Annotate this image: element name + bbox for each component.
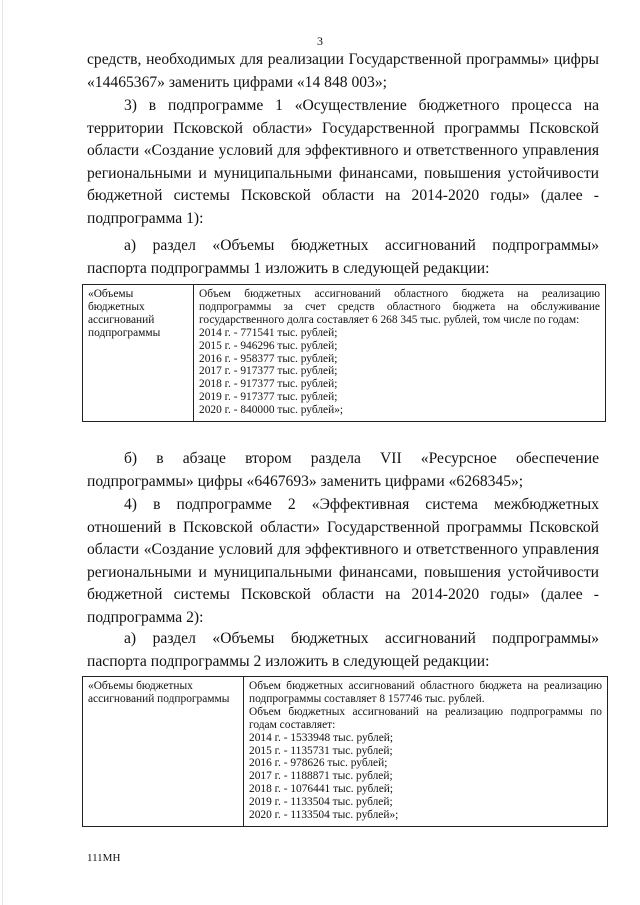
table-row (83, 677, 608, 827)
paragraph-4: б) в абзаце втором раздела VII «Ресурсное обеспечение подпрограммы» цифры «6467693» заменить цифрами «6268345»; (87, 450, 599, 490)
table-2-year-2015: 2015 г. - 1135731 тыс. рублей; (249, 744, 393, 757)
table-2-label-cell: «Объемы бюджетных ассигнований подпрограммы (83, 677, 244, 827)
table-2-value-cell (244, 677, 608, 827)
paragraph-3: а) раздел «Объемы бюджетных ассигнований подпрограммы» паспорта подпрограммы 1 изложить в следующей редакции: (87, 237, 599, 277)
table-2-year-2016: 2016 г. - 978626 тыс. рублей; (249, 757, 388, 770)
passport-table-2 (82, 676, 608, 827)
table-2-year-2017: 2017 г. - 1188871 тыс. рублей; (249, 770, 393, 783)
table-2-year-2019: 2019 г. - 1133504 тыс. рублей; (249, 796, 393, 809)
table-1-year-2014: 2014 г. - 771541 тыс. рублей; (199, 326, 338, 339)
table-1-year-2016: 2016 г. - 958377 тыс. рублей; (199, 352, 338, 365)
table-2-year-2018: 2018 г. - 1076441 тыс. рублей; (249, 783, 394, 796)
table-1-value-cell (194, 285, 606, 422)
table-2-text-2: Объем бюджетных ассигнований на реализацию подпрограммы по годам составляет: (249, 705, 602, 731)
table-2-year-2014: 2014 г. - 1533948 тыс. рублей; (249, 731, 394, 744)
paragraph-1: средств, необходимых для реализации Государственной программы» цифры «14465367» заменить цифрами «14 848 003»; (87, 51, 599, 91)
table-1-year-2020: 2020 г. - 840000 тыс. рублей»; (199, 404, 344, 417)
table-1-text: Объем бюджетных ассигнований областного бюджета на реализацию подпрограммы за счет средств областного бюджета на обслуживание государственного долга составляет 6 268 345 тыс. рублей, том числе по годам: (199, 288, 600, 326)
table-1-year-2017: 2017 г. - 917377 тыс. рублей; (199, 365, 338, 378)
page-number: 3 (317, 34, 323, 48)
passport-table-1 (82, 284, 606, 422)
table-2-text-1: Объем бюджетных ассигнований областного бюджета на реализацию подпрограммы составляет 8 157746 тыс. рублей. (249, 680, 602, 705)
table-2-year-2020: 2020 г. - 1133504 тыс. рублей»; (249, 809, 399, 822)
paragraph-5: 4) в подпрограмме 2 «Эффективная система межбюджетных отношений в Псковской области» Государственной программы Псковской области «Создание условий для эффективного и ответственного управления региональными и муниципальными финансами, повышения устойчивости бюджетной системы Псковской области на 2014-2020 годы» (далее - подпрограмма 2): (87, 496, 599, 626)
footer-code: 111МН (87, 852, 121, 864)
page-edge-shadow (2, 0, 3, 905)
table-1-year-2019: 2019 г. - 917377 тыс. рублей; (199, 391, 338, 404)
table-1-year-2018: 2018 г. - 917377 тыс. рублей; (199, 378, 338, 391)
table-1-label-cell: «Объемы бюджетных ассигнований подпрограммы (83, 285, 194, 422)
paragraph-2: 3) в подпрограмме 1 «Осуществление бюджетного процесса на территории Псковской области» Государственной программы Псковской области «Создание условий для эффективного и ответственного управления региональными и муниципальными финансами, повышения устойчивости бюджетной системы Псковской области на 2014-2020 годы» (далее - подпрограмма 1): (87, 97, 599, 227)
paragraph-6: а) раздел «Объемы бюджетных ассигнований подпрограммы» паспорта подпрограммы 2 изложить в следующей редакции: (87, 630, 599, 670)
table-1-year-2015: 2015 г. - 946296 тыс. рублей; (199, 339, 338, 352)
table-row (83, 285, 606, 422)
